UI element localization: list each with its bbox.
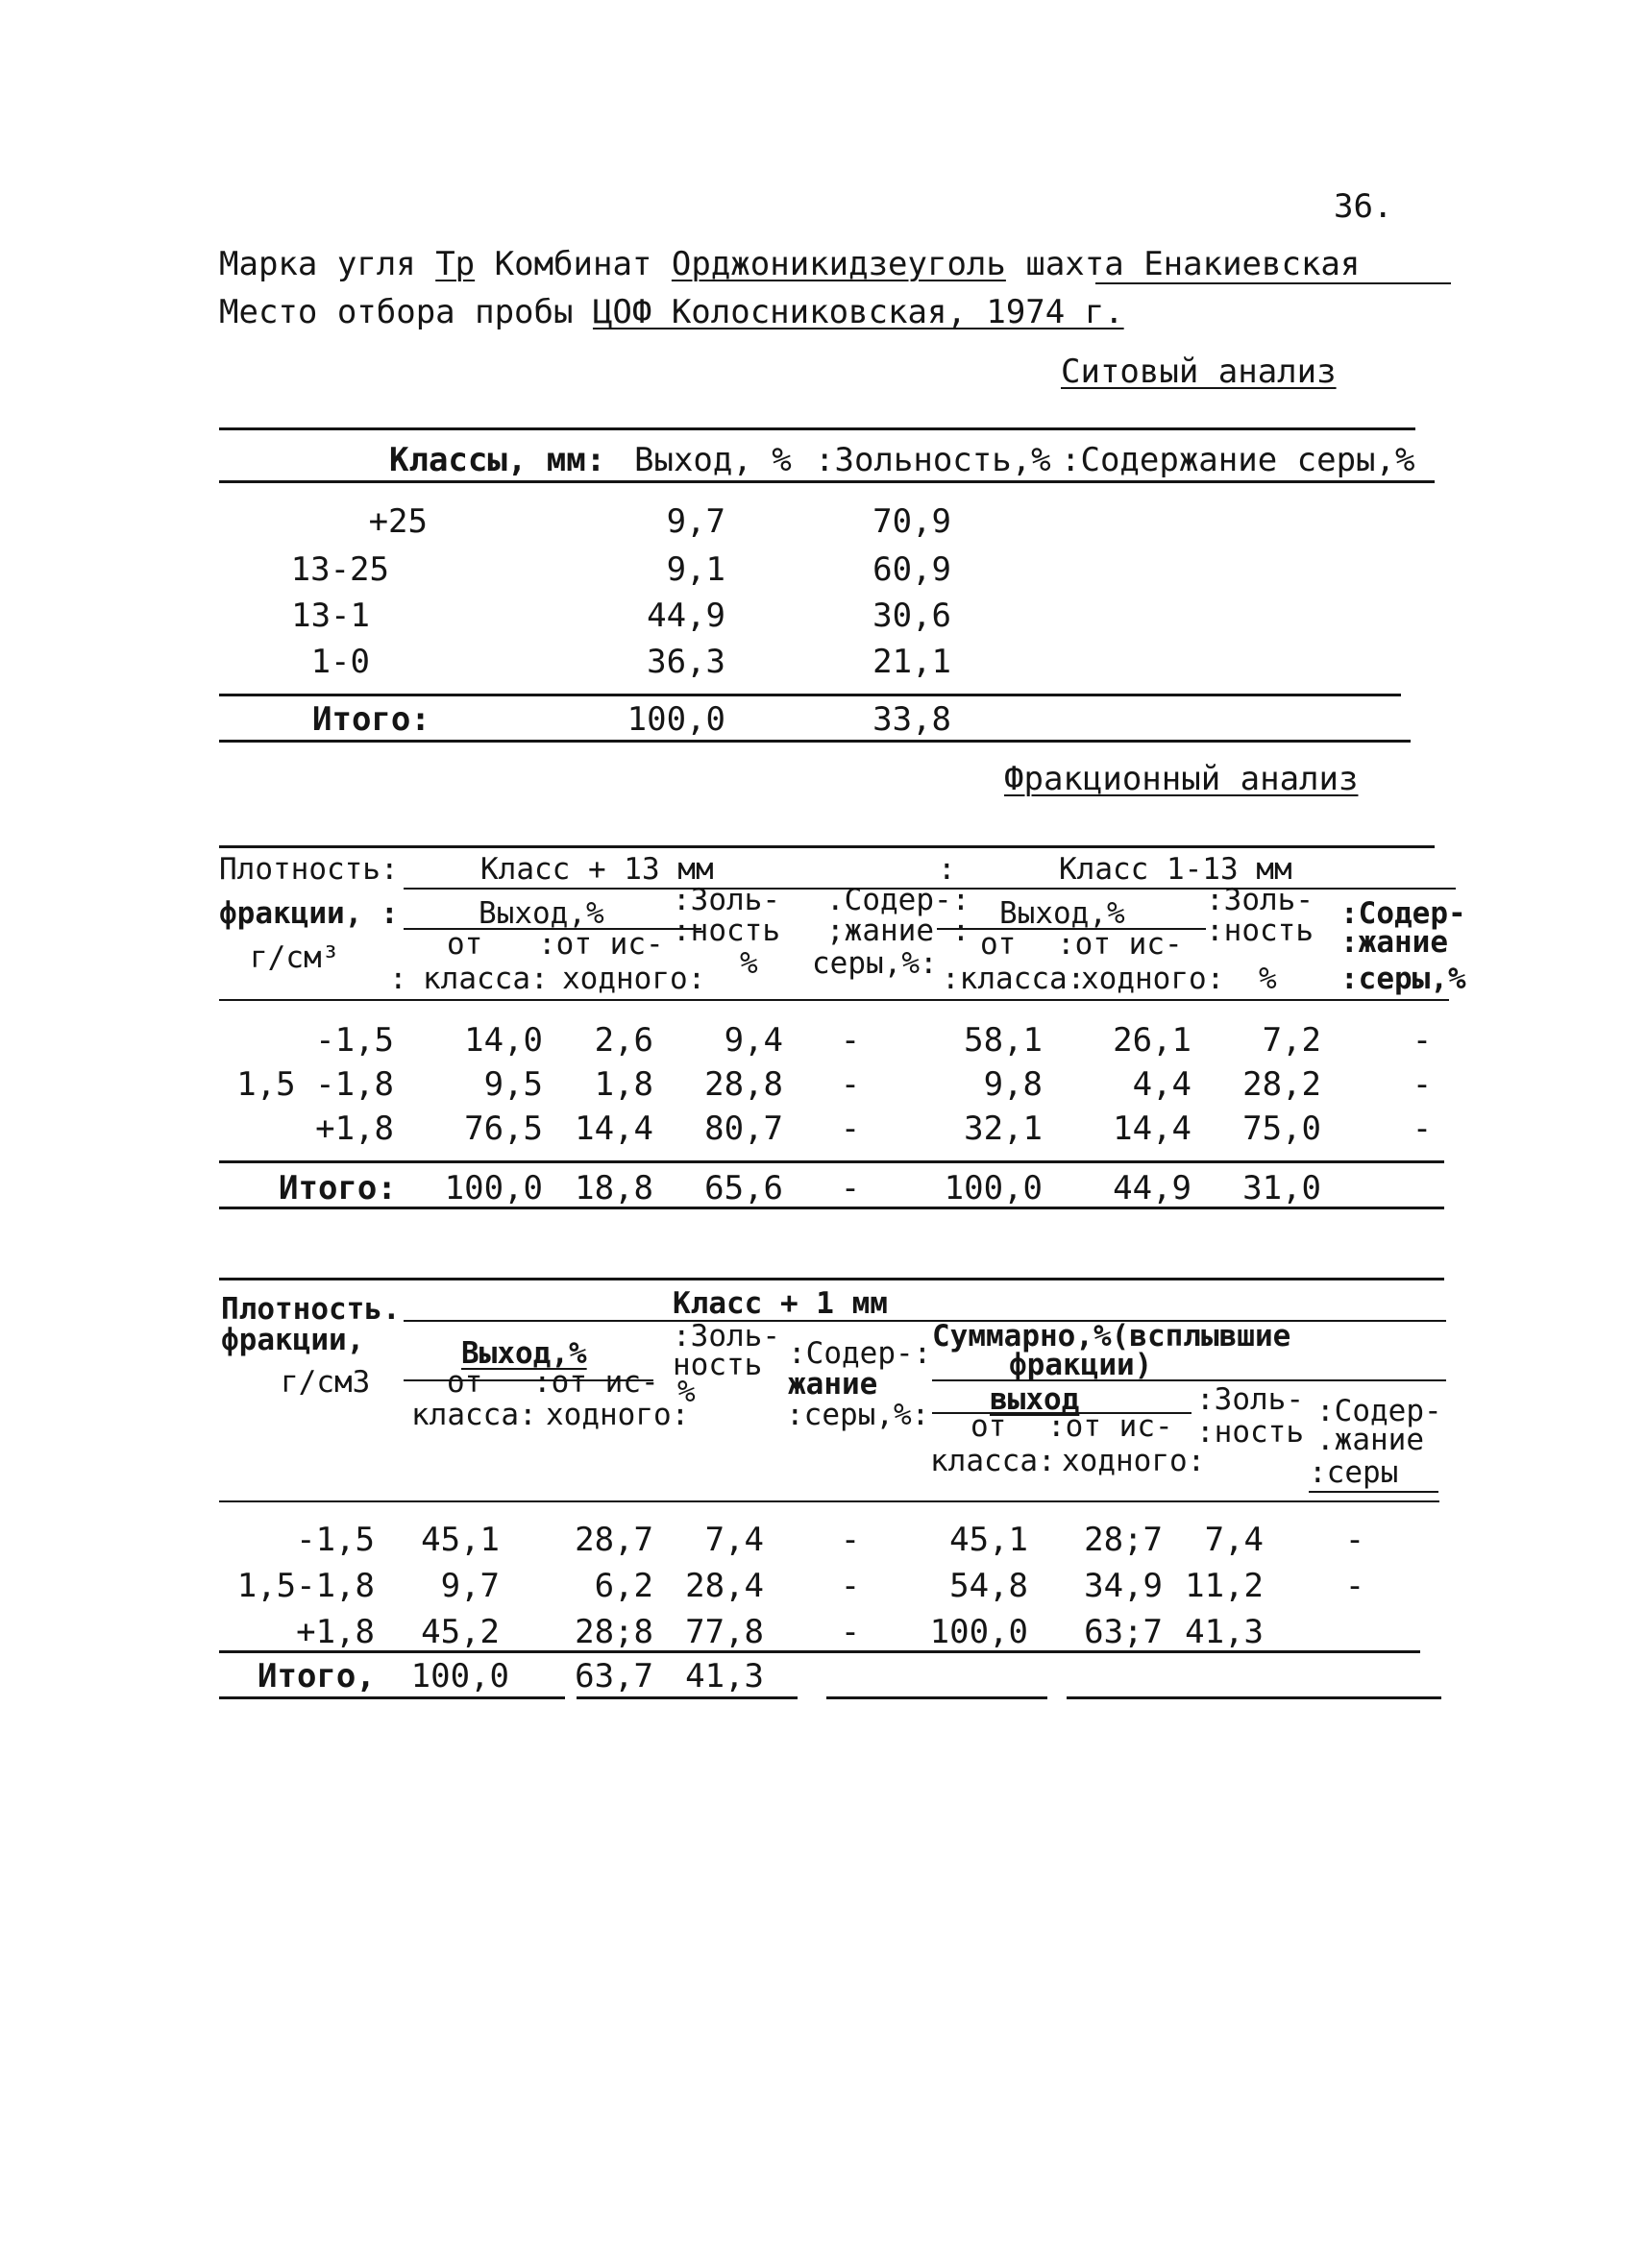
fraction2-cum-from-class: 100,0 — [929, 1613, 1028, 1651]
fraction-a-from-source: 2,6 — [594, 1021, 653, 1060]
fraction-from-class-a: от — [447, 927, 483, 962]
fraction2-cum-ash-1: :Золь- — [1196, 1382, 1304, 1417]
fraction2-cum-sulfur-3: :серы — [1309, 1455, 1399, 1490]
fraction-sulfur-a3: серы,%: — [812, 946, 938, 981]
mine-underline — [1095, 282, 1451, 284]
fraction2-cum-from-source: :от ис- — [1047, 1409, 1173, 1444]
rule — [826, 1696, 1047, 1699]
fraction2-sulfur-1: :Содер-: — [788, 1336, 932, 1371]
rule — [219, 1278, 1444, 1280]
fraction2-class-c: Класс + 1 мм — [673, 1286, 888, 1321]
fraction2-from-source: :от ис- — [533, 1365, 659, 1400]
fraction-ash-b1: :Золь- — [1206, 883, 1314, 917]
fraction-b-sulfur: - — [1412, 1021, 1433, 1060]
fraction-b-ash: 75,0 — [1242, 1110, 1321, 1148]
place-value: ЦОФ Колосниковская, 1974 г. — [592, 293, 1124, 331]
sieve-title: Ситовый анализ — [1061, 353, 1337, 391]
fraction-yield-a: Выход,% — [479, 896, 604, 931]
fraction-from-class-b: от — [980, 927, 1017, 962]
fraction-from-source-b2: ходного: — [1081, 962, 1225, 996]
fraction2-density-h3: г/см3 — [281, 1365, 371, 1400]
fraction-from-class-a2: класса: — [423, 962, 549, 996]
sieve-ash: 30,6 — [872, 597, 951, 635]
fraction-density-h3: г/см³ — [250, 940, 340, 975]
sieve-ash: 70,9 — [872, 502, 951, 541]
fraction-a-from-source: 14,4 — [575, 1110, 653, 1148]
fraction2-ash-3: % — [677, 1375, 696, 1409]
fraction2-cum-ash: 11,2 — [1185, 1567, 1264, 1605]
fraction-density-h2: фракции, : — [219, 896, 399, 931]
place-label: Место отбора пробы — [219, 293, 574, 331]
sieve-header-classes: Классы, мм: — [389, 441, 606, 479]
fraction-sulfur-a2: ;жание : — [826, 914, 970, 948]
fraction-a-from-class: 14,0 — [464, 1021, 543, 1060]
sieve-header-yield: Выход, % — [634, 441, 792, 479]
fraction-total-a-from-class: 100,0 — [444, 1169, 543, 1207]
fraction2-cum-sulfur-1: :Содер- — [1316, 1394, 1442, 1428]
fraction-total-b-ash: 31,0 — [1242, 1169, 1321, 1207]
rule — [404, 928, 701, 930]
sieve-ash: 60,9 — [872, 550, 951, 589]
sieve-yield: 9,7 — [666, 502, 725, 541]
fraction-a-from-class: 76,5 — [464, 1110, 543, 1148]
fraction2-cum-ash: 7,4 — [1204, 1521, 1264, 1559]
fraction-a-from-class: 9,5 — [483, 1065, 543, 1104]
fraction2-cum-from-class: от — [970, 1409, 1007, 1444]
fraction2-sulfur-2: жание — [788, 1367, 878, 1402]
header-line-2 — [219, 294, 1124, 330]
fraction2-density: +1,8 — [296, 1613, 375, 1651]
sieve-yield: 9,1 — [666, 550, 725, 589]
rule — [219, 1160, 1444, 1163]
sieve-class: 13-25 — [290, 550, 389, 589]
fraction-ash-b3: % — [1259, 962, 1277, 996]
fraction-density: +1,8 — [315, 1110, 394, 1148]
fraction-density: 1,5 -1,8 — [236, 1065, 394, 1104]
fraction-total-b-from-source: 44,9 — [1113, 1169, 1192, 1207]
fraction2-cum-from-source: 28;7 — [1084, 1521, 1163, 1559]
sieve-total-ash: 33,8 — [872, 700, 951, 739]
combine-label: Комбинат — [494, 245, 652, 283]
fraction-a-sulfur: - — [840, 1110, 861, 1148]
sieve-yield: 44,9 — [647, 597, 725, 635]
fraction-density-h1: Плотность: — [219, 852, 399, 887]
fraction-a-ash: 28,8 — [704, 1065, 783, 1104]
fraction2-cum-sulfur: - — [1344, 1567, 1365, 1605]
fraction-total-a-from-source: 18,8 — [575, 1169, 653, 1207]
fraction-class-b: Класс 1-13 мм — [1059, 852, 1292, 887]
rule — [219, 845, 1435, 848]
fraction2-ash: 7,4 — [704, 1521, 764, 1559]
fraction2-from-class-2: класса: — [411, 1398, 537, 1432]
fraction2-cum-sulfur-2: .жание — [1316, 1423, 1424, 1457]
sieve-class: 13-1 — [291, 597, 370, 635]
fraction-a-sulfur: - — [840, 1065, 861, 1104]
rule — [219, 427, 1415, 430]
fraction2-cum-from-source-2: ходного: — [1062, 1444, 1206, 1478]
fraction-density: -1,5 — [315, 1021, 394, 1060]
rule — [937, 928, 1206, 930]
fraction-b-from-class: 58,1 — [964, 1021, 1043, 1060]
fraction2-density: -1,5 — [296, 1521, 375, 1559]
page-number: 36. — [1334, 187, 1393, 226]
fraction2-total-from-source: 63,7 — [575, 1657, 653, 1695]
fraction2-yield: Выход,% — [461, 1336, 587, 1371]
brand-value: Тр — [435, 245, 476, 283]
fraction2-density-h2: фракции, — [221, 1323, 365, 1357]
fraction-a-sulfur: - — [840, 1021, 861, 1060]
sieve-class: 1-0 — [310, 643, 370, 681]
rule — [219, 694, 1401, 696]
rule — [219, 1696, 565, 1699]
fraction-b-from-class: 9,8 — [983, 1065, 1043, 1104]
fraction-a-from-source: 1,8 — [594, 1065, 653, 1104]
fraction-total-label: Итого: — [279, 1169, 397, 1207]
fraction-total-a-ash: 65,6 — [704, 1169, 783, 1207]
sieve-total-label: Итого: — [312, 700, 430, 739]
sieve-total-yield: 100,0 — [626, 700, 725, 739]
header-line-1 — [219, 246, 1360, 282]
rule — [219, 999, 1449, 1001]
fraction-total-b-from-class: 100,0 — [944, 1169, 1043, 1207]
rule — [404, 1379, 653, 1381]
fraction2-total-ash: 41,3 — [685, 1657, 764, 1695]
fraction2-sulfur: - — [840, 1613, 861, 1651]
fraction-title: Фракционный анализ — [1004, 760, 1359, 798]
fraction-ash-a1: :Золь- — [673, 883, 780, 917]
fraction2-cum-from-class-2: класса: — [930, 1444, 1056, 1478]
fraction-yield-b: Выход,% — [999, 896, 1125, 931]
fraction2-from-class: 45,1 — [421, 1521, 500, 1559]
sieve-class: +25 — [368, 502, 428, 541]
fraction2-cum-yield: выход — [990, 1382, 1080, 1417]
fraction-from-source-b: :от ис- — [1057, 927, 1183, 962]
fraction-ash-a3: % — [740, 946, 758, 981]
mine-label: шахта — [1025, 245, 1124, 283]
fraction2-cum-from-class: 54,8 — [949, 1567, 1028, 1605]
fraction-sulfur-b3: :серы,% — [1340, 962, 1466, 996]
fraction-class-a: Класс + 13 мм — [480, 852, 714, 887]
fraction-b-sulfur: - — [1412, 1065, 1433, 1104]
fraction2-sulfur: - — [840, 1567, 861, 1605]
fraction2-total-from-class: 100,0 — [410, 1657, 509, 1695]
fraction2-cum-from-class: 45,1 — [949, 1521, 1028, 1559]
fraction-b-sulfur: - — [1412, 1110, 1433, 1148]
fraction2-cum-ash: 41,3 — [1185, 1613, 1264, 1651]
fraction-ash-b2: :ность — [1206, 914, 1314, 948]
fraction2-density: 1,5-1,8 — [236, 1567, 375, 1605]
fraction2-cum-ash-2: :ность — [1196, 1415, 1304, 1450]
rule — [932, 1379, 1446, 1381]
fraction2-ash-2: ность — [673, 1348, 763, 1382]
fraction2-density-h1: Плотность. — [221, 1292, 401, 1327]
fraction2-sulfur: - — [840, 1521, 861, 1559]
fraction2-from-source: 6,2 — [594, 1567, 653, 1605]
brand-label: Марка угля — [219, 245, 416, 283]
combine-value: Орджоникидзеуголь — [671, 245, 1006, 283]
fraction2-from-class: 9,7 — [440, 1567, 500, 1605]
fraction2-cum-from-source: 34,9 — [1084, 1567, 1163, 1605]
rule — [219, 1207, 1444, 1209]
rule — [219, 740, 1411, 743]
rule — [1067, 1696, 1441, 1699]
fraction2-from-source: 28;8 — [575, 1613, 653, 1651]
fraction-b-from-source: 26,1 — [1113, 1021, 1192, 1060]
fraction-b-ash: 28,2 — [1242, 1065, 1321, 1104]
fraction2-from-class: 45,2 — [421, 1613, 500, 1651]
fraction-sulfur-a1: .Содер-: — [826, 883, 970, 917]
fraction2-ash-1: :Золь- — [673, 1319, 780, 1353]
sieve-header-sulfur: :Содержание серы,% — [1061, 441, 1415, 479]
fraction-b-from-class: 32,1 — [964, 1110, 1043, 1148]
fraction2-cumulative-1: Суммарно,%(всплывшие — [932, 1319, 1291, 1353]
fraction-b-from-source: 14,4 — [1113, 1110, 1192, 1148]
fraction-b-from-source: 4,4 — [1132, 1065, 1192, 1104]
sieve-yield: 36,3 — [647, 643, 725, 681]
mine-value: Енакиевская — [1143, 245, 1361, 283]
rule — [1309, 1491, 1438, 1493]
fraction2-from-source-2: ходного: — [546, 1398, 690, 1432]
rule — [219, 1500, 1439, 1502]
fraction2-from-source: 28,7 — [575, 1521, 653, 1559]
fraction2-sulfur-3: :серы,%: — [786, 1398, 930, 1432]
fraction-sulfur-b2: :жание — [1340, 925, 1448, 960]
fraction-a-ash: 80,7 — [704, 1110, 783, 1148]
rule — [219, 480, 1435, 483]
fraction2-total-label: Итого, — [258, 1657, 376, 1695]
fraction-ash-a2: :ность — [673, 914, 780, 948]
rule — [219, 1650, 1420, 1653]
fraction-sulfur-b1: :Содер- — [1340, 896, 1466, 931]
fraction2-ash: 28,4 — [685, 1567, 764, 1605]
fraction2-ash: 77,8 — [685, 1613, 764, 1651]
sieve-ash: 21,1 — [872, 643, 951, 681]
fraction-a-ash: 9,4 — [724, 1021, 783, 1060]
fraction2-cum-sulfur: - — [1344, 1521, 1365, 1559]
fraction2-from-class: от — [447, 1365, 483, 1400]
sieve-header-ash: :Зольность,% — [815, 441, 1051, 479]
fraction-density-h4: : — [389, 962, 407, 996]
fraction-b-ash: 7,2 — [1262, 1021, 1321, 1060]
fraction-from-source-a: :от ис- — [538, 927, 664, 962]
fraction2-cum-from-source: 63;7 — [1084, 1613, 1163, 1651]
fraction-total-a-sulfur: - — [840, 1169, 861, 1207]
rule — [577, 1696, 798, 1699]
fraction-from-source-a2: ходного: — [562, 962, 706, 996]
fraction-sep: : — [938, 852, 956, 887]
fraction2-cumulative-2: фракции) — [1009, 1348, 1153, 1382]
fraction-from-class-b2: :класса: — [942, 962, 1086, 996]
